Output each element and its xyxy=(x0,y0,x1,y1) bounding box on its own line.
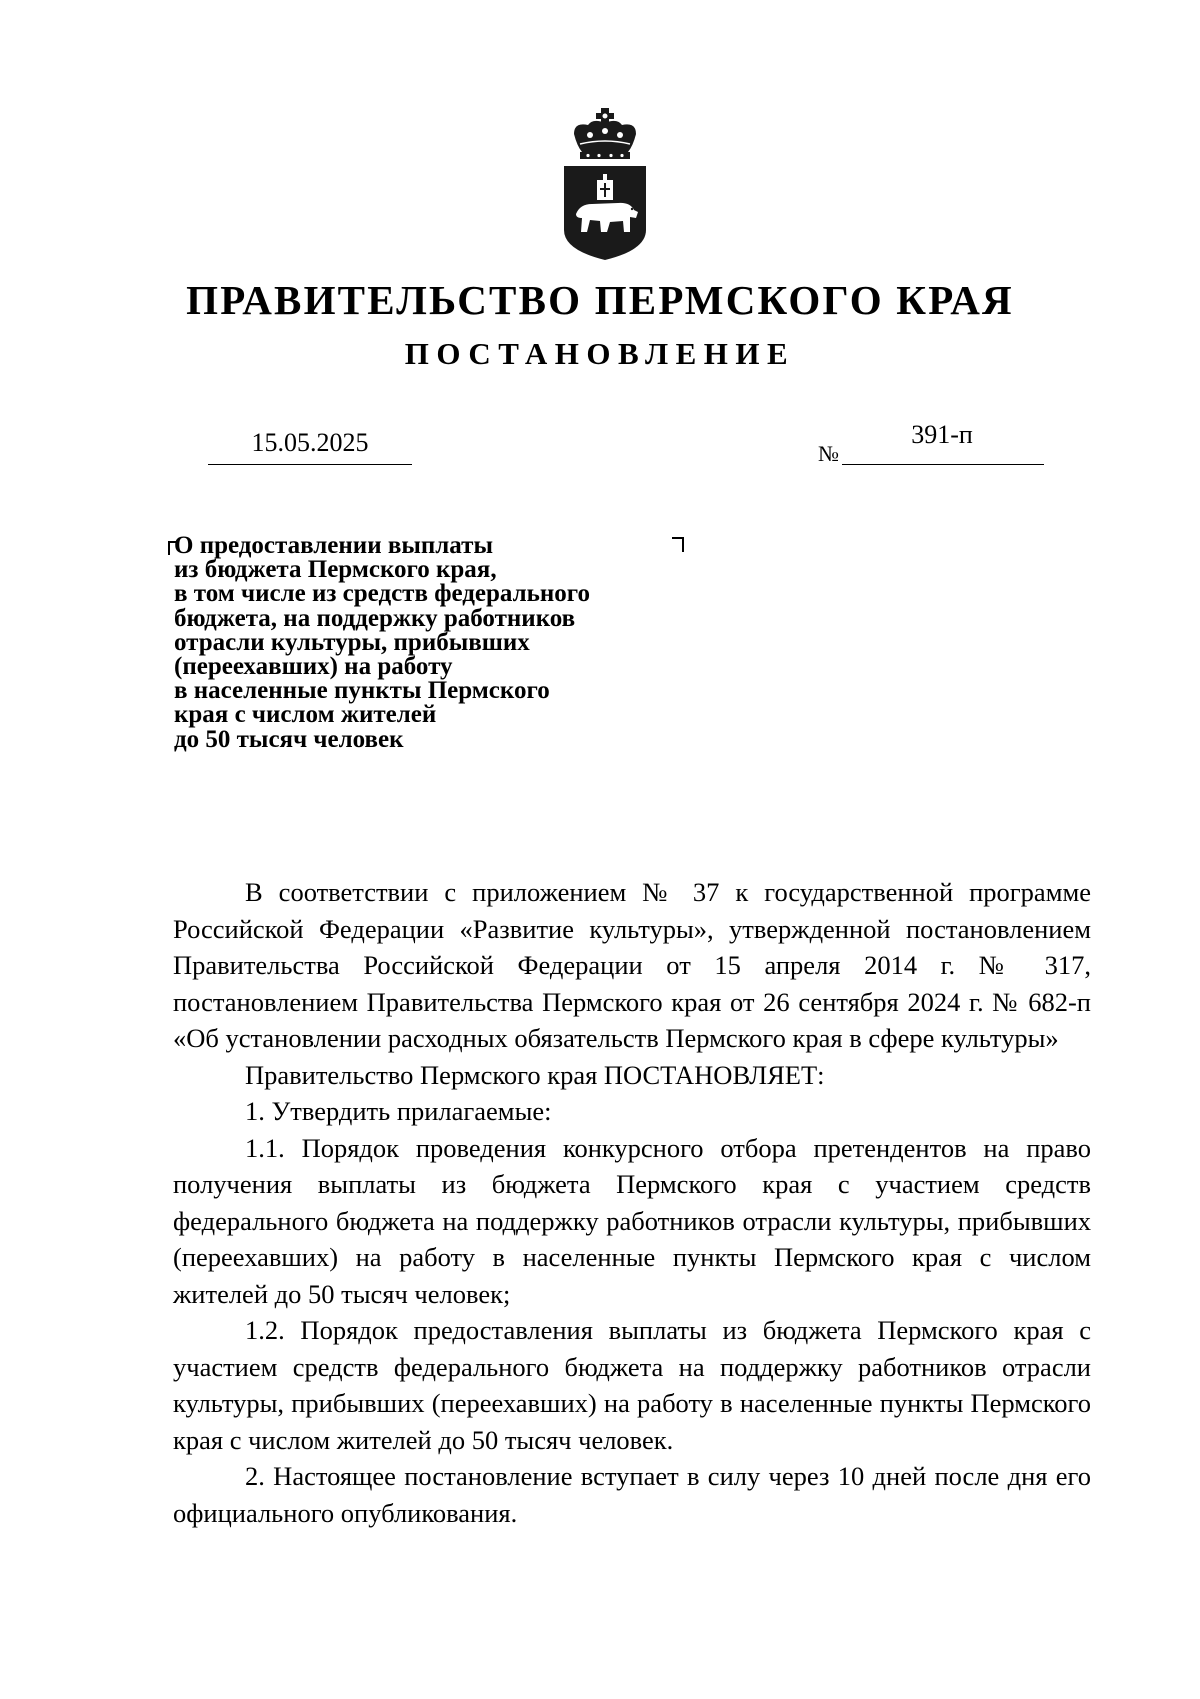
document-subject xyxy=(174,534,674,752)
subject-line: бюджета, на поддержку работников xyxy=(174,604,576,632)
crown-icon xyxy=(574,108,636,159)
organization-name: ПРАВИТЕЛЬСТВО ПЕРМСКОГО КРАЯ xyxy=(186,277,1014,323)
document-body xyxy=(173,874,1091,1531)
subject-line: отрасли культуры, прибывших xyxy=(174,628,530,656)
preamble-paragraph: В соответствии с приложением № 37 к государственной программе Российской Федерации «Развитие культуры», утвержденной постановлением Правительства Российской Федерации от 15 апреля 2014 г. № 317, постановлением Правительства Пермского края от 26 сентября 2024 г. № 682-п «Об установлении расходных обязательств Пермского края в сфере культуры» xyxy=(173,877,1091,1053)
subject-line: в том числе из средств федерального xyxy=(174,580,591,608)
bear-icon xyxy=(576,203,638,232)
subject-line: до 50 тысяч человек xyxy=(174,725,404,753)
subject-line: (переехавших) на работу xyxy=(174,653,453,681)
subject-line: О предоставлении выплаты xyxy=(174,532,493,559)
document-number: 391-п xyxy=(911,420,973,449)
clause-2: 2. Настоящее постановление вступает в силу через 10 дней после дня его официального опубликования. xyxy=(173,1461,1091,1528)
document-type: ПОСТАНОВЛЕНИЕ xyxy=(404,336,796,371)
subject-line: из бюджета Пермского края, xyxy=(174,556,497,584)
number-sign: № xyxy=(818,441,839,466)
clause-1-1: 1.1. Порядок проведения конкурсного отбора претендентов на право получения выплаты из бюджета Пермского края с участием средств федерального бюджета на поддержку работников отрасли культуры, прибывших (переехавших) на работу в населенные пункты Пермского края с числом жителей до 50 тысяч человек; xyxy=(173,1132,1091,1309)
document-date: 15.05.2025 xyxy=(251,428,369,457)
subject-line: края с числом жителей xyxy=(174,701,437,729)
subject-line: в населенные пункты Пермского xyxy=(174,677,550,705)
clause-1: 1. Утвердить прилагаемые: xyxy=(245,1096,552,1126)
date-field xyxy=(208,424,412,465)
number-field xyxy=(842,420,1044,465)
resolution-statement: Правительство Пермского края ПОСТАНОВЛЯЕТ: xyxy=(245,1059,825,1090)
clause-1-2: 1.2. Порядок предоставления выплаты из бюджета Пермского края с участием средств федерального бюджета на поддержку работников отрасли культуры, прибывших (переехавших) на работу в населенные пункты Пермского края с числом жителей до 50 тысяч человек. xyxy=(173,1315,1091,1455)
coat-of-arms-emblem xyxy=(560,108,650,260)
